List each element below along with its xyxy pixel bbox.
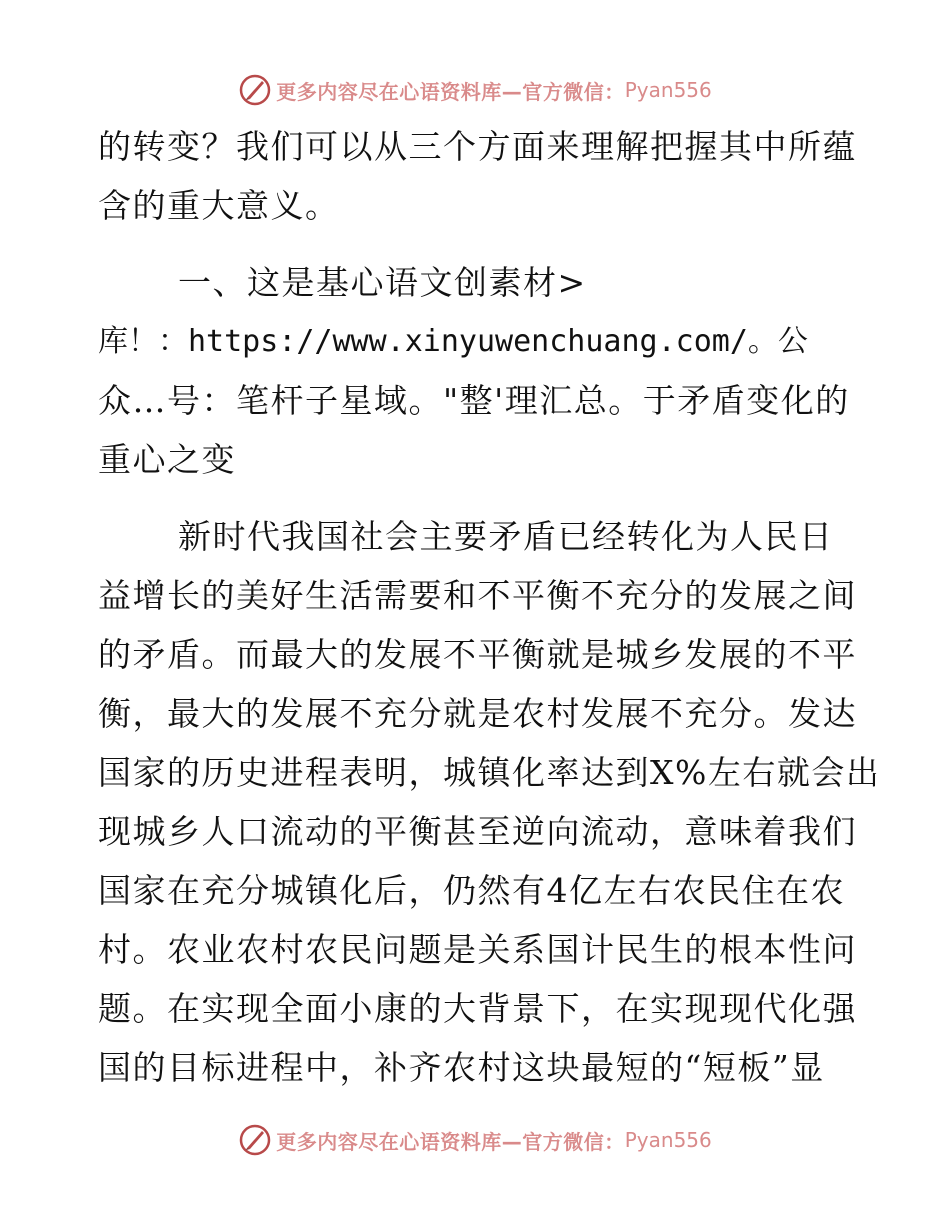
text-line: 题。在实现全面小康的大背景下，在实现现代化强 [98,989,857,1028]
text-line: 重心之变 [98,440,236,479]
text-line: 国家的历史进程表明，城镇化率达到X%左右就会出 [98,753,881,792]
quill-circle-icon [238,1123,272,1157]
text-line: 的矛盾。而最大的发展不平衡就是城乡发展的不平 [98,635,857,674]
quill-circle-icon [238,73,272,107]
text-line: 国家在充分城镇化后，仍然有4亿左右农民住在农 [98,871,845,910]
text-line: 现城乡人口流动的平衡甚至逆向流动，意味着我们 [98,812,857,851]
text-line: 益增长的美好生活需要和不平衡不充分的发展之间 [98,576,857,615]
section-heading: 一、这是基心语文创素材> [178,263,587,302]
text-line: 含的重大意义。 [98,186,340,225]
text-line: 的转变？我们可以从三个方面来理解把握其中所蕴 [98,127,857,166]
text-line: 新时代我国社会主要矛盾已经转化为人民日 [178,517,834,556]
watermark-site-text: 更多内容尽在心语资料库—官方微信： [276,79,625,104]
text-line: 库！：https://www.xinyuwenchuang.com/。公 [98,324,808,359]
text-line: 衡，最大的发展不充分就是农村发展不充分。发达 [98,694,857,733]
watermark-footer [0,1120,950,1160]
watermark-site-text: 更多内容尽在心语资料库—官方微信： [276,1129,625,1154]
watermark-header [0,70,950,110]
text-line: 众…号：笔杆子星域。"整'理汇总。于矛盾变化的 [98,381,850,420]
watermark-contact: Pyan556 [624,78,712,102]
watermark-contact: Pyan556 [624,1128,712,1152]
document-body [98,117,881,1097]
text-line: 村。农业农村农民问题是关系国计民生的根本性问 [98,930,857,969]
text-line: 国的目标进程中，补齐农村这块最短的“短板”显 [98,1048,825,1087]
